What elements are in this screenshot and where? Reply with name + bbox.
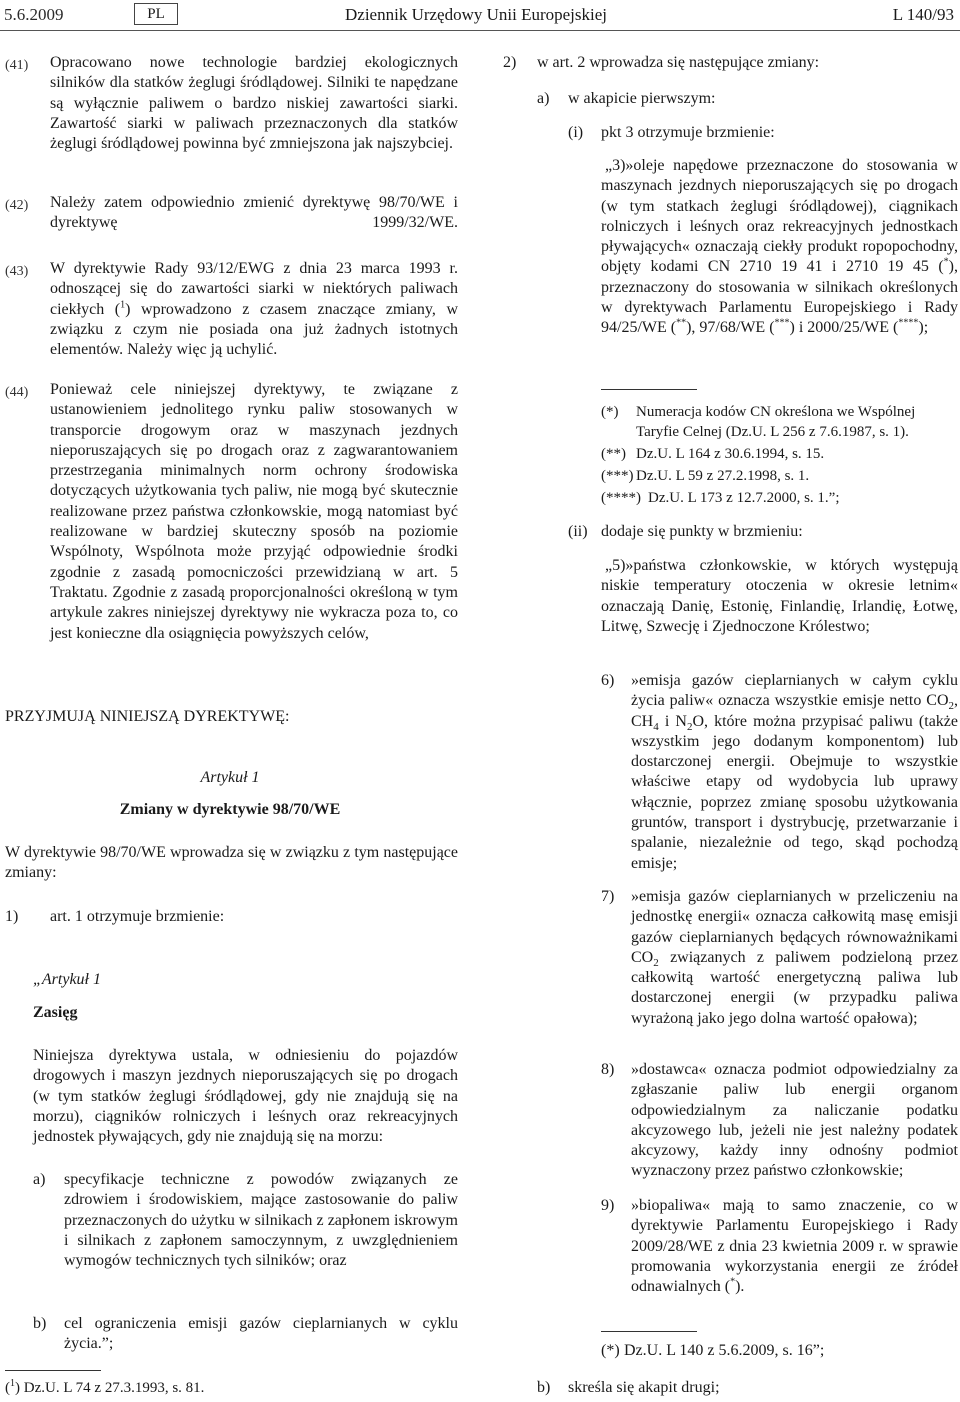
footnote-rule	[5, 1370, 101, 1371]
page-header	[0, 0, 960, 30]
recital-44: Ponieważ cele niniejszej dyrektywy, te związane z ustanowieniem jednolitego rynku paliw stosowanych w transporcie drogowym oraz w maszynach jezdnych nieporuszających się po drogach oraz z zagwarantowaniem przestrzegania minimalnych norm ochrony środowiska dotyczących użytkowania tych paliw, nie mogą być skutecznie realizowane przez państwa członkowskie, mogą natomiast być realizowane w bardziej skuteczny sposób na poziomie Wspólnoty, Wspólnota może przyjąć odpowiednie środki zgodnie z zasadą pomocniczości przewidzianą w art. 5 Traktatu. Zgodnie z zasadą proporcjonalności określoną w tym artykule zakres niniejszej dyrektywy nie wykracza poza to, co jest konieczne dla osiągnięcia powyższych celów,	[50, 381, 458, 642]
footnote-text: Numeracja kodów CN określona we Wspólnej Taryfie Celnej (Dz.U. L 256 z 7.6.1987, s. 1).	[636, 404, 916, 441]
footnote-marker: (*)	[601, 1342, 620, 1359]
definition-number: 8)	[601, 1061, 615, 1078]
definition-9: »biopaliwa« mają to samo znaczenie, co w dyrektywie Parlamentu Europejskiego i Rady 2009/28/WE z dnia 23 kwietnia 2009 r. w sprawie promowania wykorzystania energii ze źródeł odnawialnych (*).	[631, 1197, 958, 1296]
subpoint-i-text: pkt 3 otrzymuje brzmienie:	[601, 124, 775, 141]
footnote-ref: 1	[120, 299, 126, 311]
quoted-article-title: Zasięg	[33, 1004, 78, 1021]
definition-number: 7)	[601, 888, 615, 905]
quoted-article-label: „Artykuł 1	[33, 971, 101, 988]
footnote-rule	[601, 389, 697, 390]
definition-number: 9)	[601, 1197, 615, 1214]
list-marker: (ii)	[568, 523, 588, 540]
adoption-formula: PRZYJMUJĄ NINIEJSZĄ DYREKTYWĘ:	[5, 708, 290, 725]
article-label: Artykuł 1	[200, 769, 260, 786]
language-badge: PL	[134, 3, 178, 25]
item-number: 2)	[503, 54, 517, 71]
list-marker: a)	[537, 90, 550, 107]
list-marker: b)	[33, 1315, 47, 1332]
article-intro: W dyrektywie 98/70/WE wprowadza się w związku z tym następujące zmiany:	[5, 844, 458, 882]
point-b-text: skreśla się akapit drugi;	[568, 1379, 720, 1396]
quoted-point-a: specyfikacje techniczne z powodów związanych ze zdrowiem i środowiskiem, mające zastosowanie do paliw przeznaczonych do użytku w silnikach z zapłonem iskrowym i silnikach z zapłonem samoczynnym, z uwzględnieniem wymogów technicznych tych silników; oraz	[64, 1171, 458, 1270]
recital-41: Opracowano nowe technologie bardziej ekologicznych silników dla statków żeglugi śródlądowej. Silniki te napędzane są wyłącznie paliwem o bardzo niskiej zawartości siarki. Zawartość siarki w paliwach przeznaczonych dla statków żeglugi śródlądowej powinna być zmniejszona jak najszybciej.	[50, 54, 458, 153]
article-title: Zmiany w dyrektywie 98/70/WE	[119, 801, 341, 818]
footnote-marker: (*)	[601, 404, 619, 420]
item-1-text: art. 1 otrzymuje brzmienie:	[50, 908, 225, 925]
publication-date: 5.6.2009	[4, 5, 64, 24]
recital-number: (42)	[5, 198, 29, 213]
footnote-text: Dz.U. L 164 z 30.6.1994, s. 15.	[636, 446, 825, 462]
footnote-marker: (**)	[601, 446, 626, 462]
item-number: 1)	[5, 908, 19, 925]
footnote-marker: (***)	[601, 468, 634, 484]
quoted-article-text: Niniejsza dyrektywa ustala, w odniesieniu do pojazdów drogowych i maszyn jezdnych nieporuszających się po drogach (w tym statków żeglugi śródlądowej, gdy nie znajdują się na morzu), ciągników rolniczych i leśnych oraz rekreacyjnych jednostek pływających, gdy nie znajdują się na morzu:	[33, 1047, 458, 1146]
quoted-point-b: cel ograniczenia emisji gazów cieplarnianych w cyklu życia.”;	[64, 1315, 458, 1353]
footnote-marker: (****)	[601, 490, 641, 506]
list-marker: (i)	[568, 124, 584, 141]
recital-number: (43)	[5, 264, 29, 279]
definition-3: „3)»oleje napędowe przeznaczone do stosowania w maszynach jezdnych nieporuszających się po drogach (w tym statkach żeglugi śródlądowej), ciągnikach rolniczych i leśnych oraz rekreacyjnych jednostkach pływających« oznaczają ciekły produkt ropopochodny, objęty kodami CN 2710 19 41 i 2710 19 45 (*), przeznaczony do stosowania w silnikach określonych w dyrektywach Parlamentu Europejskiego i Rady 94/25/WE (**), 97/68/WE (***) i 2000/25/WE (****);	[601, 157, 958, 337]
footnote-text: Dz.U. L 173 z 12.7.2000, s. 1.”;	[648, 490, 840, 506]
point-a-text: w akapicie pierwszym:	[568, 90, 716, 107]
recital-42: Należy zatem odpowiednio zmienić dyrektywę 98/70/WE i dyrektywę 1999/32/WE.	[50, 194, 458, 232]
item-2-text: w art. 2 wprowadza się następujące zmiany:	[537, 54, 820, 71]
journal-title: Dziennik Urzędowy Unii Europejskiej	[345, 5, 608, 24]
list-marker: a)	[33, 1171, 46, 1188]
footnote-text: Dz.U. L 140 z 5.6.2009, s. 16”;	[624, 1342, 825, 1359]
definition-5: „5)»państwa członkowskie, w których występują niskie temperatury otoczenia w okresie letnim« oznaczają Danię, Estonię, Finlandię, Irlandię, Łotwę, Litwę, Szwecję i Zjednoczone Królestwo;	[601, 557, 958, 635]
footnote-rule	[601, 1331, 697, 1332]
footnote-text: Dz.U. L 59 z 27.2.1998, s. 1.	[636, 468, 810, 484]
definition-7: »emisja gazów cieplarnianych w przeliczeniu na jednostkę energii« oznacza całkowitą masę emisji gazów cieplarnianych będących równoważnikami $CO_2$ związanych z paliwem podzieloną przez całkowitą wartość energetyczną paliwa lub dostarczonej energii (w przypadku paliwa wyrażoną jako jego dolna wartość opałowa);	[631, 888, 958, 1027]
list-marker: b)	[537, 1379, 551, 1396]
recital-number: (41)	[5, 58, 29, 73]
footnote: ($^1$) Dz.U. L 74 z 27.3.1993, s. 81.	[5, 1378, 205, 1396]
header-rule	[0, 30, 960, 31]
definition-number: 6)	[601, 672, 615, 689]
recital-number: (44)	[5, 385, 29, 400]
recital-43: W dyrektywie Rady 93/12/EWG z dnia 23 marca 1993 r. odnoszącej się do zawartości siarki w niektórych paliwach ciekłych ($^1$) wprowadzono z czasem znaczące zmiany, w związku z czym nie posiada ona już żadnych istotnych elementów. Należy więc ją uchylić.	[50, 260, 459, 359]
definition-6: »emisja gazów cieplarnianych w całym cyklu życia paliw« oznacza wszystkie emisje netto $CO_2$, $CH_4$ i $N_2O$, które można przypisać paliwu (także wszystkim jego dodanym komponentom) lub dostarczonej energii. Obejmuje to wszystkie właściwe etapy od wydobycia lub uprawy włącznie, poprzez zmianę sposobu użytkowania gruntów, transport i dystrybucję, przetwarzanie i spalanie, niezależnie od tego, skąd pochodzą emisje;	[631, 672, 958, 872]
page-number: L 140/93	[892, 5, 954, 24]
definition-8: »dostawca« oznacza podmiot odpowiedzialny za zgłaszanie paliw lub energii organom odpowiedzialnym za naliczanie podatku akcyzowego lub, jeżeli nie jest należny podatek akcyzowy, każdy inny odnośny podmiot wyznaczony przez państwo członkowskie;	[631, 1061, 958, 1180]
subpoint-ii-text: dodaje się punkty w brzmieniu:	[601, 523, 803, 540]
